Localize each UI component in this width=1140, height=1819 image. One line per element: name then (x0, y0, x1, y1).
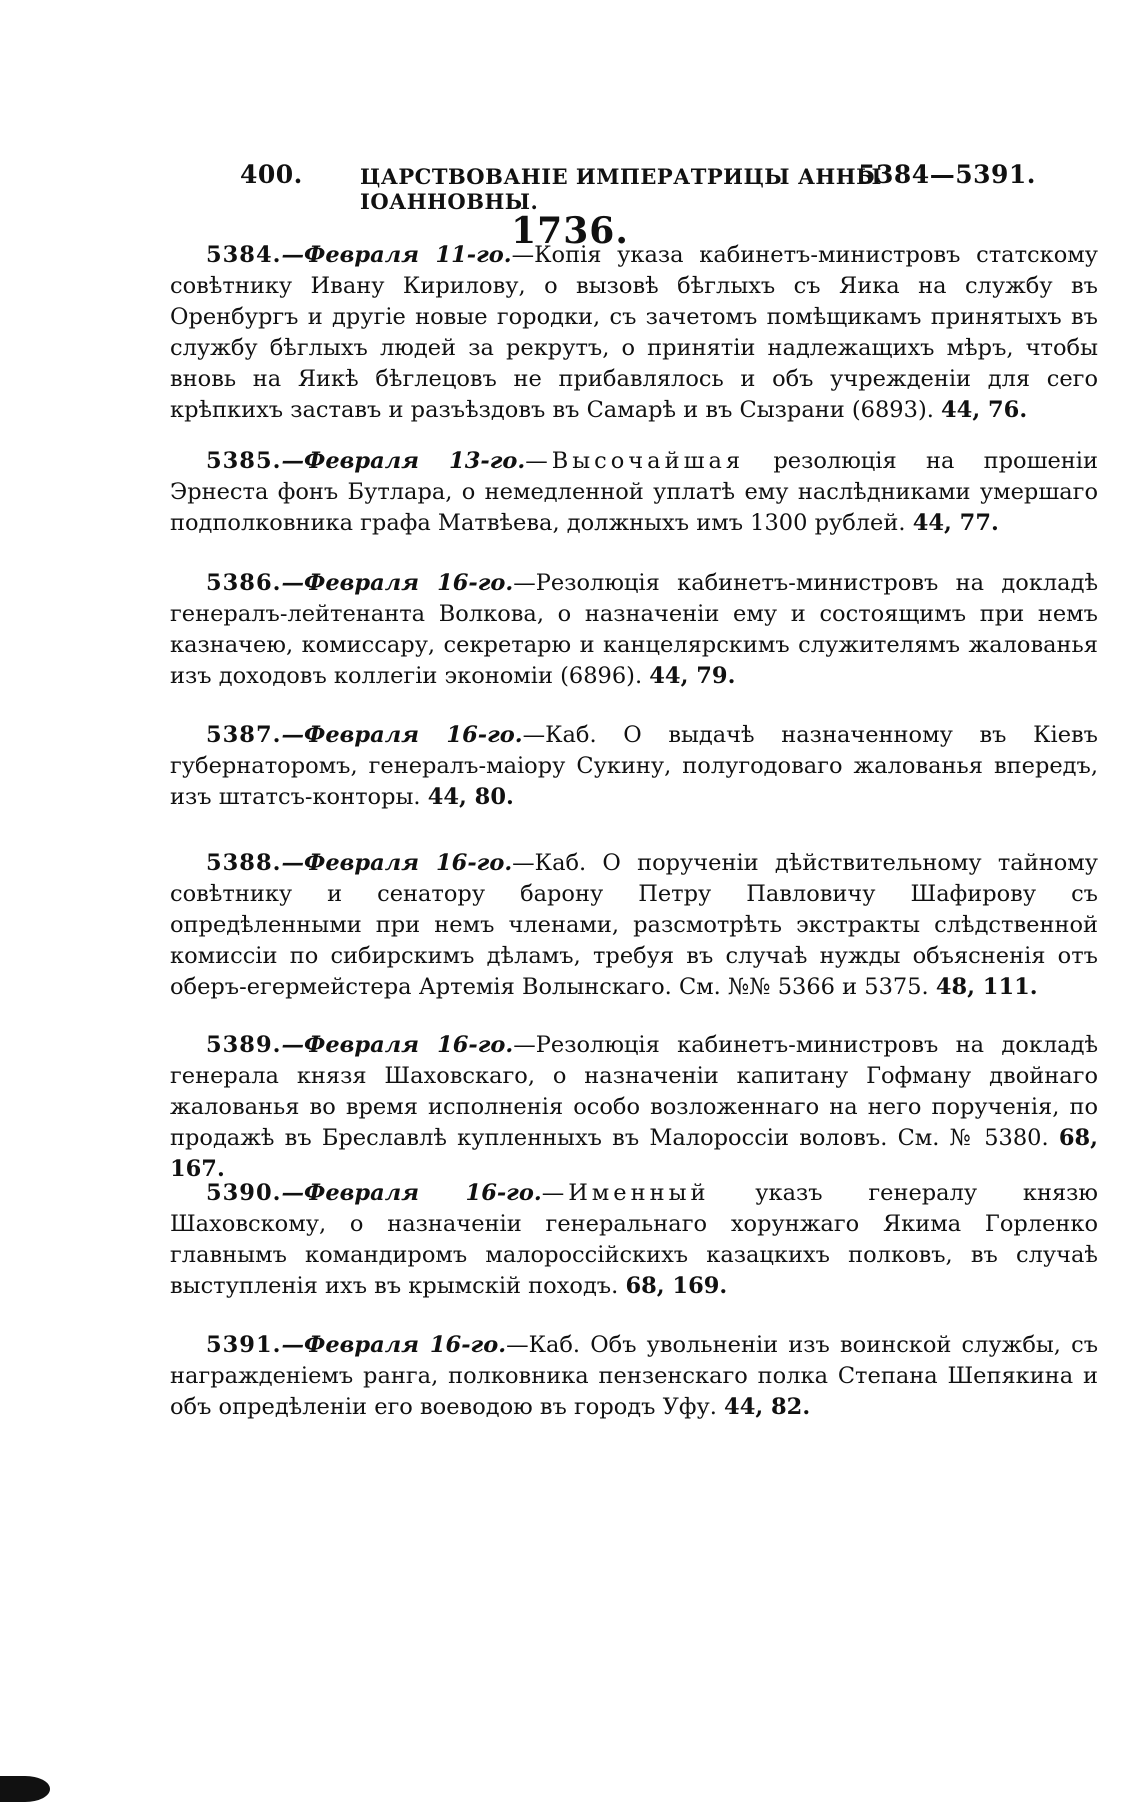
entry-date: —Февраля 16-го. (281, 1332, 507, 1358)
entry-number: 5391. (206, 1332, 282, 1358)
entry-range: 5384—5391. (858, 160, 1036, 189)
entry-number: 5386. (206, 570, 282, 596)
entry-number: 5388. (206, 850, 282, 876)
entry-number: 5390. (206, 1180, 282, 1206)
entry-date: —Февраля 16-го. (281, 1032, 514, 1058)
entry-reference: 44, 76. (941, 397, 1028, 423)
entry-text: указъ генералу князю Шаховскому, о назначеніи генеральнаго хорунжаго Якима Горленко главнымъ командиромъ малороссійскихъ казацкихъ полковъ, въ случаѣ выступленія ихъ въ крымскій походъ. (170, 1180, 1098, 1299)
entry-5387 (170, 720, 1098, 813)
entry-text: —Копія указа кабинетъ-министровъ статскому совѣтнику Ивану Кирилову, о вызовѣ бѣглыхъ съ Яика на службу въ Оренбургъ и другіе новые городки, съ зачетомъ помѣщикамъ принятыхъ въ службу бѣглыхъ людей за рекрутъ, о принятіи надлежащихъ мѣръ, чтобы вновь на Яикѣ бѣглецовъ не прибавлялось и объ учрежденіи для сего крѣпкихъ заставъ и разъѣздовъ въ Самарѣ и въ Сызрани (6893). (170, 242, 1098, 423)
entry-text: —Каб. О порученіи дѣйствительному тайному совѣтнику и сенатору барону Петру Павловичу Шафирову съ опредѣленными при немъ членами, разсмотрѣть экстракты слѣдственной комиссіи по сибирскимъ дѣламъ, требуя въ случаѣ нужды объясненія отъ оберъ-егермейстера Артемія Волынскаго. См. №№ 5366 и 5375. (170, 850, 1098, 1000)
entry-reference: 44, 77. (912, 510, 999, 536)
entry-reference: 44, 80. (427, 784, 514, 810)
entry-spaced-word: —Именный (541, 1180, 710, 1206)
entry-date: —Февраля 16-го. (281, 570, 514, 596)
page-number: 400. (240, 160, 303, 189)
entry-number: 5385. (206, 448, 282, 474)
entry-text: —Резолюція кабинетъ-министровъ на докладѣ генерала князя Шаховскаго, о назначеніи капитану Гофману двойнаго жалованья во время исполненія особо возложеннаго на него порученія, по продажѣ въ Бреславлѣ купленныхъ въ Малороссіи воловъ. См. № 5380. (170, 1032, 1099, 1151)
entry-number: 5387. (206, 722, 282, 748)
year-heading: 1736. (511, 210, 629, 252)
entry-reference: 68, 169. (625, 1273, 728, 1299)
entry-text: —Резолюція кабинетъ-министровъ на докладѣ генералъ-лейтенанта Волкова, о назначеніи ему и состоящимъ при немъ казначею, комиссару, секретарю и канцелярскимъ служителямъ жалованья изъ доходовъ коллегіи экономіи (6896). (170, 570, 1099, 689)
entry-5391 (170, 1330, 1098, 1423)
entry-spaced-word: —Высочайшая (525, 448, 745, 474)
entry-reference: 68, 167. (170, 1125, 1098, 1182)
entry-text: —Каб. Объ увольненіи изъ воинской службы, съ награжденіемъ ранга, полковника пензенскаго полка Степана Шепякина и объ опредѣленіи его воеводою въ городъ Уфу. (170, 1332, 1099, 1420)
entry-5384 (170, 240, 1098, 426)
entry-5390 (170, 1178, 1098, 1302)
entry-5385 (170, 446, 1098, 539)
entry-number: 5384. (206, 242, 282, 268)
entry-5388 (170, 848, 1098, 1003)
entry-date: —Февраля 16-го. (281, 722, 523, 748)
entry-reference: 48, 111. (935, 974, 1038, 1000)
scan-ink-blot (0, 1776, 50, 1802)
entry-5386 (170, 568, 1098, 692)
entry-date: —Февраля 16-го. (281, 1180, 542, 1206)
entry-date: —Февраля 11-го. (281, 242, 512, 268)
entry-date: —Февраля 13-го. (281, 448, 526, 474)
entry-text: резолюція на прошеніи Эрнеста фонъ Бутлара, о немедленной уплатѣ ему наслѣдниками умершаго подполковника графа Матвѣева, должныхъ имъ 1300 рублей. (170, 448, 1098, 536)
entry-date: —Февраля 16-го. (281, 850, 513, 876)
entry-number: 5389. (206, 1032, 282, 1058)
running-head (240, 160, 1036, 214)
entry-reference: 44, 82. (724, 1394, 811, 1420)
entry-5389 (170, 1030, 1098, 1185)
running-title: ЦАРСТВОВАНІЕ ИМПЕРАТРИЦЫ АННЫ ІОАННОВНЫ. (360, 164, 882, 214)
entry-text: —Каб. О выдачѣ назначенному въ Кіевъ губернаторомъ, генералъ-маіору Сукину, полугодоваго жалованья впередъ, изъ штатсъ-конторы. (170, 722, 1098, 810)
entry-reference: 44, 79. (649, 663, 736, 689)
